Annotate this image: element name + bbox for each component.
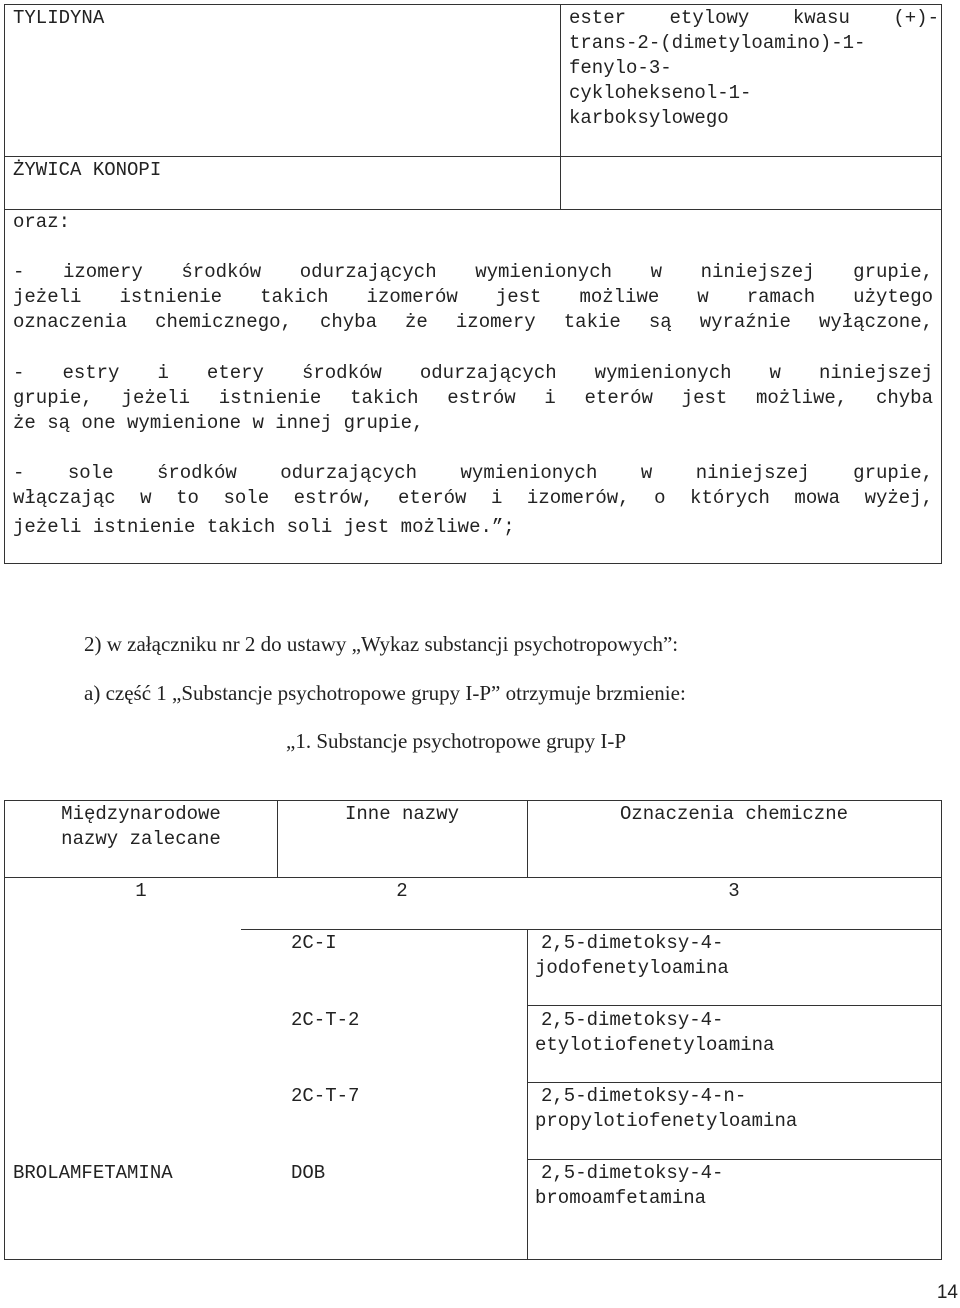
row-divider	[5, 156, 941, 157]
chemical-line: propylotiofenetyloamina	[535, 1110, 798, 1132]
other-name-2c-t-7: 2C-T-7	[291, 1085, 360, 1107]
paragraph-line: - sole środków odurzających wymienionych w niniejszej grupie,	[13, 462, 933, 484]
chemical-line: 2,5-dimetoksy-4-n-	[541, 1085, 747, 1107]
chemical-line: ester etylowy kwasu (+)-	[569, 7, 939, 29]
row-divider	[527, 1082, 941, 1083]
row-divider	[5, 209, 941, 210]
paragraph-line: włączając w to sole estrów, eterów i izomerów, o których mowa wyżej,	[13, 487, 933, 509]
chemical-line: etylotiofenetyloamina	[535, 1034, 775, 1056]
paragraph-line: jeżeli istnienie takich soli jest możliwe.”;	[13, 516, 515, 538]
chemical-designation-2c-t-2	[535, 1008, 774, 1058]
oraz-label: oraz:	[13, 211, 71, 233]
other-name-2c-t-2: 2C-T-2	[291, 1009, 360, 1031]
row-divider	[527, 1159, 941, 1160]
paragraph-isomers	[13, 260, 933, 335]
section-heading: „1. Substancje psychotropowe grupy I-P	[286, 729, 627, 753]
substance-name-tylidyna: TYLIDYNA	[13, 7, 105, 29]
substances-table-i-p	[4, 800, 942, 1260]
page-number: 14	[936, 1282, 958, 1303]
chemical-designation-2c-i	[535, 931, 729, 981]
paragraph-line: jeżeli istnienie takich izomerów jest możliwe w ramach użytego	[13, 286, 933, 308]
chemical-designation-2c-t-7	[535, 1084, 797, 1134]
paragraph-esters-ethers	[13, 361, 933, 436]
chemical-line: 2,5-dimetoksy-4-	[541, 1162, 724, 1184]
chemical-line: bromoamfetamina	[535, 1187, 707, 1209]
other-name-2c-i: 2C-I	[291, 932, 337, 954]
chemical-line: 2,5-dimetoksy-4-	[541, 932, 724, 954]
row-divider	[241, 929, 941, 930]
paragraph-salts	[13, 461, 933, 540]
chemical-line: karboksylowego	[569, 107, 729, 129]
paragraph-line: że są one wymienione w innej grupie,	[13, 412, 424, 434]
header-chemical-designations: Oznaczenia chemiczne	[619, 803, 849, 825]
column-number-1: 1	[135, 880, 147, 902]
chemical-line: 2,5-dimetoksy-4-	[541, 1009, 724, 1031]
column-divider	[527, 929, 528, 1259]
paragraph-line: - estry i etery środków odurzających wymienionych w niniejszej	[13, 362, 933, 384]
chemical-line: trans-2-(dimetyloamino)-1-	[569, 32, 866, 54]
row-divider	[527, 1005, 941, 1006]
column-number-3: 3	[728, 880, 740, 902]
column-number-2: 2	[396, 880, 408, 902]
header-other-names: Inne nazwy	[344, 803, 460, 825]
substances-table-top	[4, 4, 942, 564]
header-international-names	[5, 802, 277, 852]
paragraph-line: oznaczenia chemicznego, chyba że izomery takie są wyraźnie wyłączone,	[13, 311, 933, 333]
row-divider	[5, 877, 941, 878]
paragraph-line: - izomery środków odurzających wymienionych w niniejszej grupie,	[13, 261, 933, 283]
part-1-intro: a) część 1 „Substancje psychotropowe grupy I-P” otrzymuje brzmienie:	[84, 681, 686, 705]
header-label: Międzynarodowe nazwy zalecane	[61, 803, 221, 850]
chemical-designation-tylidyna	[569, 6, 939, 131]
chemical-line: fenylo-3-	[569, 57, 672, 79]
other-name-dob: DOB	[291, 1162, 326, 1184]
chemical-line: jodofenetyloamina	[535, 957, 729, 979]
chemical-designation-dob	[535, 1161, 723, 1211]
international-name-brolamfetamina: BROLAMFETAMINA	[13, 1162, 173, 1184]
substance-name-zywica-konopi: ŻYWICA KONOPI	[13, 159, 162, 181]
chemical-line: cykloheksenol-1-	[569, 82, 752, 104]
attachment-2-intro: 2) w załączniku nr 2 do ustawy „Wykaz substancji psychotropowych”:	[84, 632, 679, 656]
column-divider	[560, 5, 561, 209]
paragraph-line: grupie, jeżeli istnienie takich estrów i eterów jest możliwe, chyba	[13, 387, 933, 409]
